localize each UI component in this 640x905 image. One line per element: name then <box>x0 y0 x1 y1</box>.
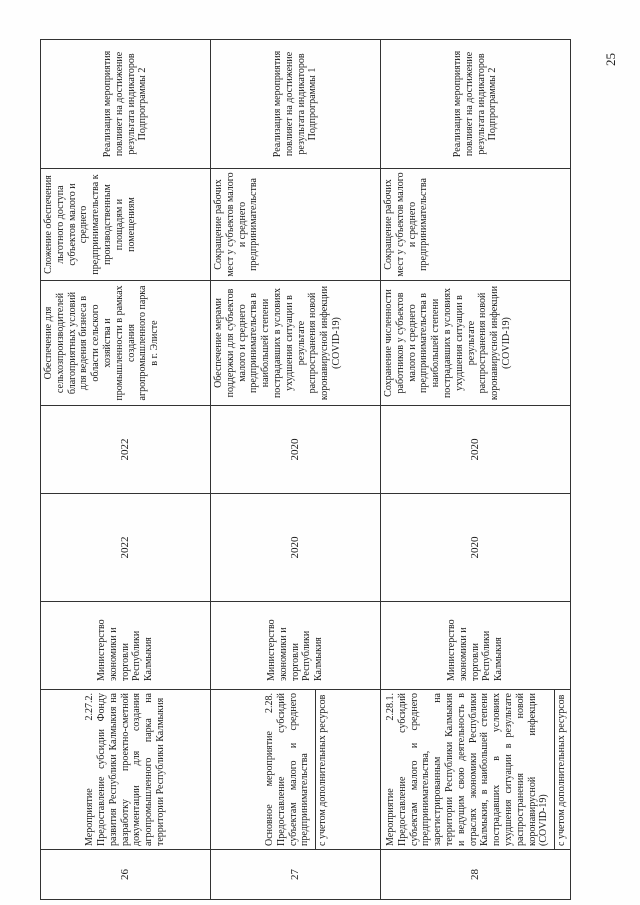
rotated-table-container <box>40 40 570 900</box>
table-row <box>211 40 381 900</box>
page-number: 25 <box>603 53 618 66</box>
start-year: 2020 <box>381 494 571 602</box>
executor: Министерство экономики и торговли Республики Калмыкия <box>41 602 211 690</box>
measure-name-text: Мероприятие 2.27.2. Предоставление субсидии Фонду развития Республики Калмыкия на разработку проектно-сметной документации для создания агропромышленного парка на территории Республики Калмыкия <box>84 693 166 846</box>
indicator-link: Реализация мероприятия повлияет на достижение результата индикаторов Подпрограммы 1 <box>211 40 381 169</box>
measure-name-text: Основное мероприятие 2.28. Предоставление субсидий субъектам малого и среднего предпринимательства <box>264 693 311 846</box>
executor: Министерство экономики и торговли Республики Калмыкия <box>211 602 381 690</box>
row-number: 28 <box>381 850 571 900</box>
indicator-link: Реализация мероприятия повлияет на достижение результата индикаторов Подпрограммы 2 <box>381 40 571 169</box>
additional-resources-note: с учетом дополнительных ресурсов <box>554 690 568 849</box>
indicator-link: Реализация мероприятия повлияет на достижение результата индикаторов Подпрограммы 2 <box>41 40 211 169</box>
start-year: 2020 <box>211 494 381 602</box>
measure-name-text: Мероприятие 2.28.1. Предоставление субсидий субъектам малого и среднего предпринимательства, зарегистрированным на территории Республики Калмыкия и ведущим свою деятельность в отраслях экономики Республики Калмыкия, в наибольшей степени пострадавших в условиях ухудшения ситуации в результате распространения новой коронавирусной инфекции (COVID-19) <box>385 693 550 846</box>
measure-name <box>211 690 381 850</box>
row-number: 27 <box>211 850 381 900</box>
consequence: Сокращение рабочих мест у субъектов малого и среднего предпринимательства <box>211 169 381 281</box>
table-row <box>381 40 571 900</box>
measure-name <box>381 690 571 850</box>
additional-resources-note: с учетом дополнительных ресурсов <box>315 690 329 849</box>
row-number: 26 <box>41 850 211 900</box>
end-year: 2022 <box>41 406 211 494</box>
program-measures-table <box>40 39 571 900</box>
executor: Министерство экономики и торговли Республики Калмыкия <box>381 602 571 690</box>
table-row <box>41 40 211 900</box>
measure-name <box>41 690 211 850</box>
start-year: 2022 <box>41 494 211 602</box>
consequence: Сокращение рабочих мест у субъектов малого и среднего предпринимательства <box>381 169 571 281</box>
end-year: 2020 <box>381 406 571 494</box>
expected-result: Сохранение численности работников у субъектов малого и среднего предпринимательства в наибольшей степени пострадавших в условиях ухудшения ситуации в результате распространения новой коронавирусной инфекции (COVID-19) <box>381 281 571 406</box>
expected-result: Обеспечение для сельхозпроизводителей благоприятных условий для ведения бизнеса в области сельского хозяйства и промышленности в рамках создания агропромышленного парка в г. Элисте <box>41 281 211 406</box>
consequence: Сложение обеспечения льготного доступа субъектов малого и среднего предпринимательства к производственным площадям и помещениям <box>41 169 211 281</box>
expected-result: Обеспечение мерами поддержки для субъектов малого и среднего предпринимательства в наибольшей степени пострадавших в условиях ухудшения ситуации в результате распространения новой коронавирусной инфекции (COVID-19) <box>211 281 381 406</box>
end-year: 2020 <box>211 406 381 494</box>
